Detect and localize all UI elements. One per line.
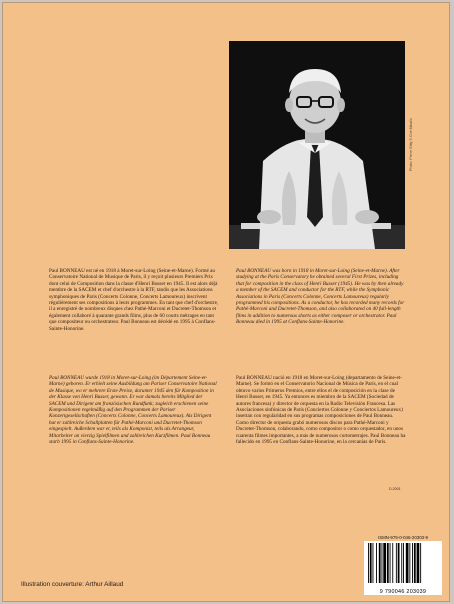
barcode-number: 9 790046 203039	[364, 589, 442, 595]
illustration-credit: Illustration couverture: Arthur Aillaud	[21, 581, 124, 588]
catalog-code: D.2001	[389, 487, 401, 491]
portrait-illustration	[229, 41, 405, 249]
isbn-label: ISMN-979-0-046-20303-9	[377, 535, 429, 540]
barcode	[364, 541, 442, 589]
bio-english: Paul BONNEAU was born in 1918 in Moret-sur-Loing (Seine-et-Marne). After studying at the Paris Conservatory he obtained several First Prizes, including that for composition in the class of Henri Busser (1945). He was by then already a member of the SACEM and conductor for the RTF, while the Symphonic Associations in Paris (Concerts Colonne, Concerts Lamoureux) regularly programmed his compositions. As a conductor, he has recorded many records for Pathé-Marconi and Ducretet-Thomson, and also collaborated on 40 full-length films in addition to numerous shorts as either composer or orchestrator. Paul Bonneau died in 1995 at Conflans-Sainte-Honorine.	[236, 268, 405, 326]
photo-credit: Photo: Pierre Gitty © Ché Mikalio	[409, 118, 413, 171]
barcode-bars	[367, 543, 439, 583]
bio-spanish: Paul BONNEAU nació en 1918 en Moret-sur-Loing (departamento de Seine-et-Marne). Se formó en el Conservatorio Nacional de Música de París, en el cual obtuvo varios Primeros Premios, entre ellos el de composición en la clase de Henri Busser, en 1945. Ya entonces es miembro de la SACEM (Sociedad de autores francesa) y director de orquesta en la Radio Televisión Francesa. Las Asociaciones sinfónicas de París (Conciertos Colonne y Conciertos Lamoureux) insertan con regularidad en sus programas composiciones de Paul Bonneau. Como director de orquesta grabó numerosos discos para Pathé-Marconi y Ducretet-Thomson, colaborando, como compositor o como orquestador, en unos cuarenta filmes importantes, a más de numerosos cortometrajes. Paul Bonneau ha fallecido en 1995 en Conflans-Sainte-Honorine, en la cercanías de París.	[236, 375, 406, 446]
bio-french: Paul BONNEAU est né en 1918 à Moret-sur-Loing (Seine-et-Marne). Formé au Conservatoire National de Musique de Paris, il y reçoit plusieurs Premiers Prix dont celui de Composition dans la classe d'Henri Busser en 1945. Il est alors déjà membre de la SACEM et chef d'orchestre à la RTF, tandis que les Associations symphoniques de Paris (Concerts Colonne, Concerts Lamoureux) inscrivent régulièrement ses compositions à leurs programmes. En tant que chef d'orchestre, il a enregistré de nombreux disques chez Pathé-Marconi et Ducretet-Thomson et également collaboré à quarante grands films, plus de 60 courts métrages en tant que compositeur ou orchestrateur. Paul Bonneau est décédé en 1995 à Conflans-Sainte-Honorine.	[49, 268, 219, 332]
barcode-block	[364, 534, 442, 595]
back-cover-page	[3, 3, 449, 601]
portrait-photo	[229, 41, 405, 249]
bio-german: Paul BONNEAU wurde 1918 in Moret-sur-Loing (im Département Seine-et-Marne) geboren. Er erhielt seine Ausbildung am Pariser Conservatoire National de Musique, wo er mehrere Erste Preise, darunter 1945 den für Komposition in der Klasse von Henri Busser, gewann. Er war damals bereits Mitglied der SACEM und Dirigent am französischen Rundfunk; zugleich erschienen seine Kompositionen regelmäßig auf den Programmen der Pariser Konzertgesellschaften (Concerts Colonne, Concerts Lamoureux). Als Dirigent hat er zahlreiche Schallplatten für Pathé-Marconi und Ducretet-Thomson eingespielt. Außerdem war er, teils als Komponist, teils als Arrangeur, Mitarbeiter an vierzig Spielfilmen und zahlreichen Kurzfilmen. Paul Bonneau starb 1995 in Conflans-Sainte-Honorine.	[49, 375, 217, 446]
